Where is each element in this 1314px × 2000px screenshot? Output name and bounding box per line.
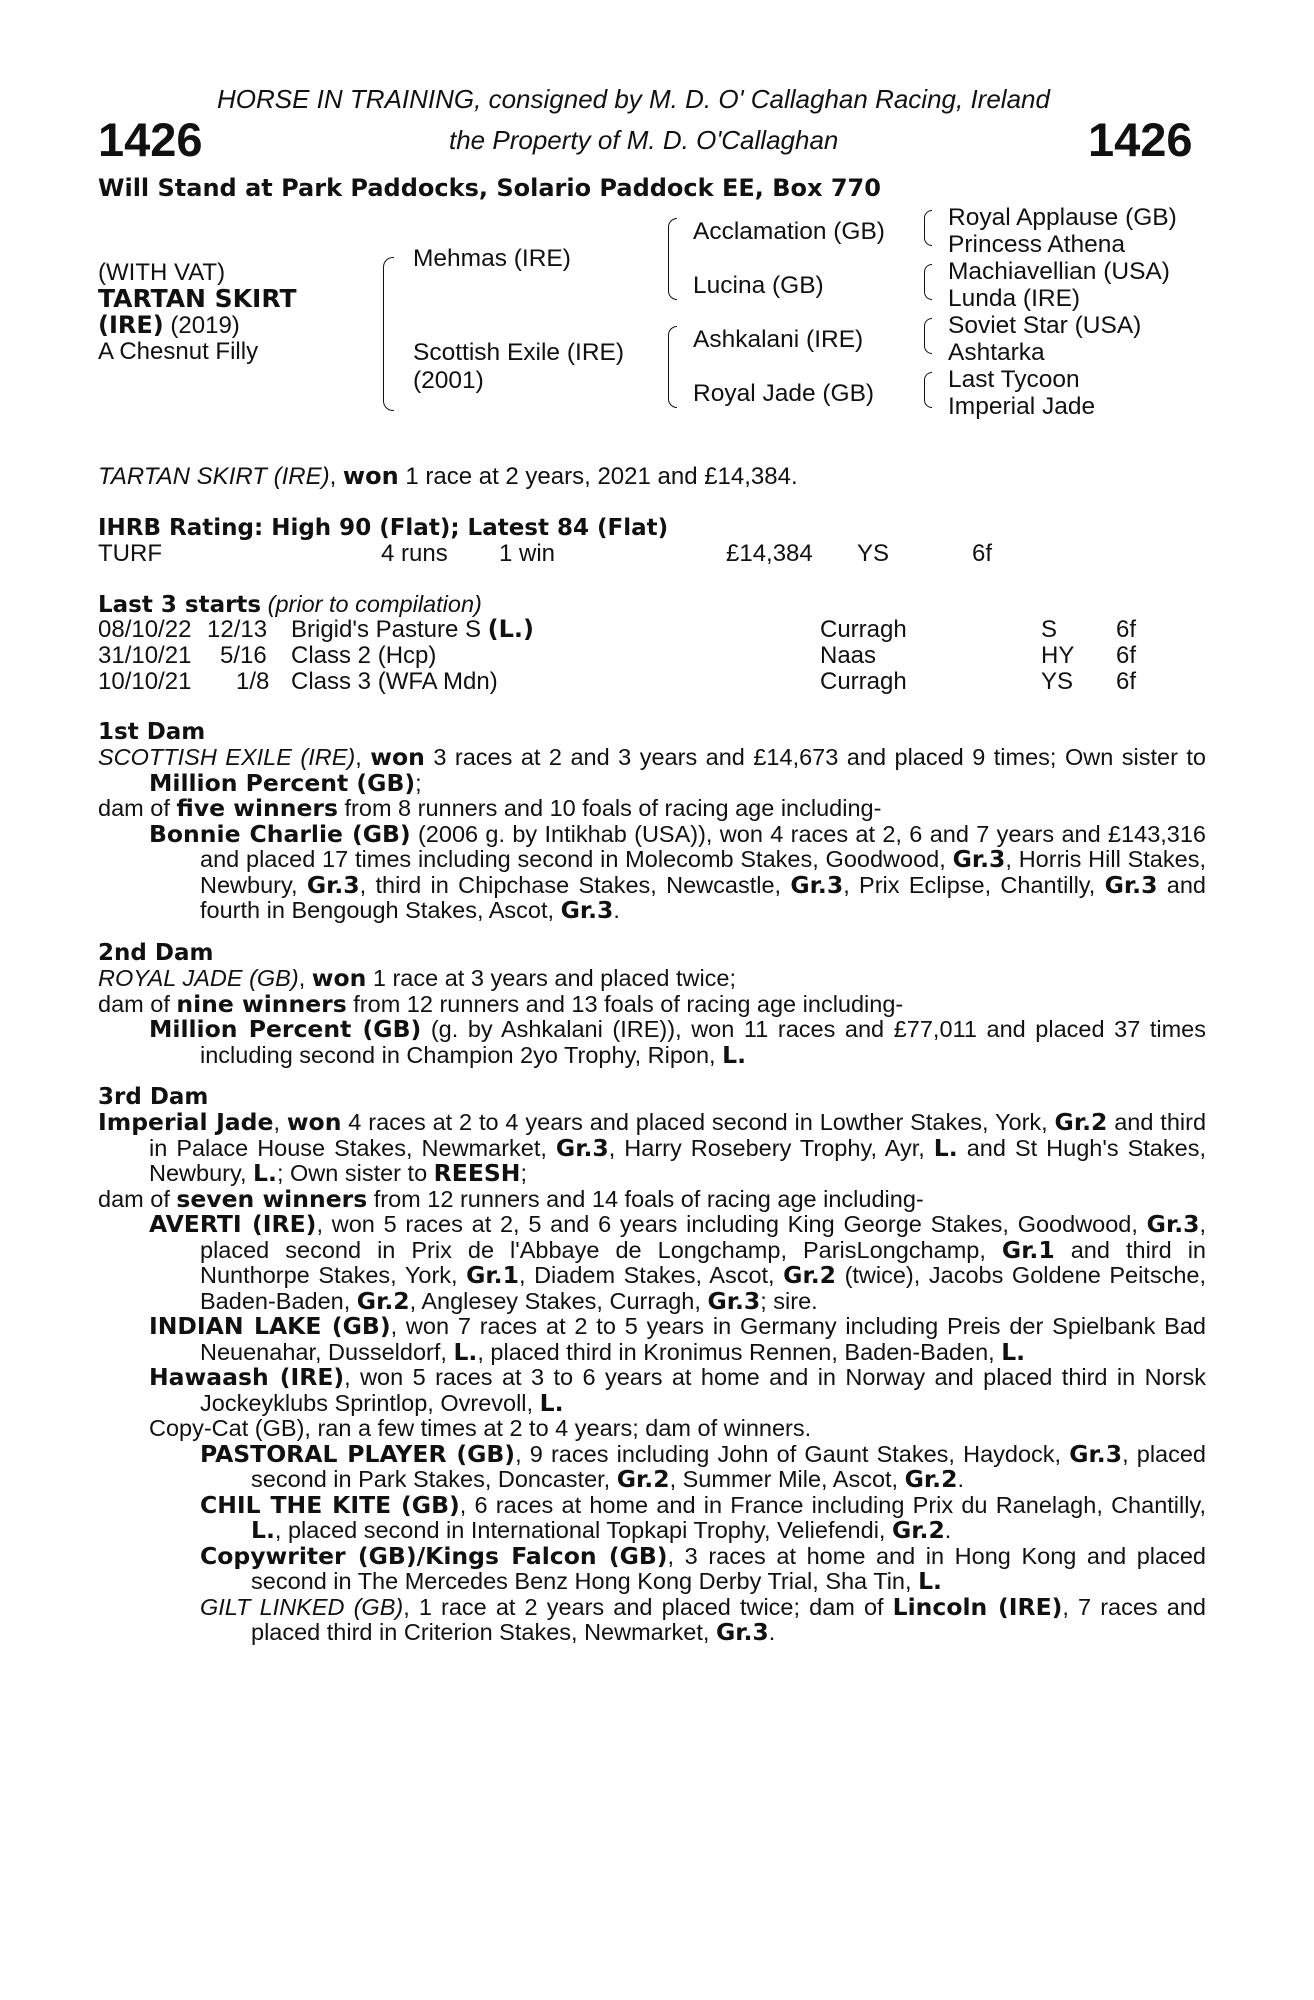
rating-earnings: £14,384 <box>726 540 813 567</box>
vat-note: (WITH VAT) <box>98 259 226 286</box>
rating-surface: TURF <box>98 540 162 567</box>
start-course: Curragh <box>820 616 907 643</box>
pedigree-gg5: Soviet Star (USA) <box>948 312 1142 339</box>
pedigree-gg1: Royal Applause (GB) <box>948 204 1177 231</box>
horse-description: A Chesnut Filly <box>98 338 259 365</box>
pedigree-gg8: Imperial Jade <box>948 393 1096 420</box>
first-dam-title: 1st Dam <box>98 719 206 745</box>
brace-g1 <box>924 210 932 246</box>
header-line-1: HORSE IN TRAINING, consigned by M. D. O' Callaghan Racing, Ireland <box>217 84 1050 114</box>
start-date: 31/10/21 <box>98 642 192 669</box>
granddaughter-foal: GILT LINKED (GB), 1 race at 2 years and placed twice; dam of Lincoln (IRE), 7 races and placed third in Criterion Stakes, Newmarket, Gr.3. <box>200 1592 1206 1646</box>
pedigree-gg4: Lunda (IRE) <box>948 285 1081 312</box>
horse-country-year <box>98 311 240 340</box>
second-dam-foal: Million Percent (GB) (g. by Ashkalani (IRE)), won 11 races and £77,011 and placed 37 times including second in Champion 2yo Trophy, Ripon, L. <box>149 1015 1207 1069</box>
pedigree-dam: Scottish Exile (IRE) <box>413 339 625 366</box>
start-distance: 6f <box>1116 668 1137 695</box>
second-dam-produce: dam of nine winners from 12 runners and 13 foals of racing age including- <box>98 989 904 1018</box>
start-distance: 6f <box>1116 642 1137 669</box>
pedigree-gg7: Last Tycoon <box>948 366 1080 393</box>
start-row <box>0 617 1314 643</box>
horse-year: (2019) <box>170 312 240 339</box>
pedigree-sire-dam: Lucina (GB) <box>693 272 824 299</box>
pedigree-gg3: Machiavellian (USA) <box>948 258 1170 285</box>
first-dam-body <box>98 745 1206 924</box>
third-dam-foal: INDIAN LAKE (GB), won 7 races at 2 to 5 years in Germany including Preis der Spielbank Bad Neuenahar, Dusseldorf, L., placed third in Kronimus Rennen, Baden-Baden, L. <box>149 1312 1206 1366</box>
third-dam-record: Imperial Jade, won 4 races at 2 to 4 years and placed second in Lowther Stakes, York, Gr.2 and third in Palace House Stakes, Newmarket, Gr.3, Harry Rosebery Trophy, Ayr, L. and St Hugh's Stakes, Newbury, L.; Own sister to REESH; <box>98 1108 1207 1187</box>
start-race: Class 2 (Hcp) <box>291 642 437 669</box>
rating-wins: 1 win <box>499 540 556 567</box>
pedigree-dam-year: (2001) <box>413 367 484 394</box>
brace-g2 <box>924 264 932 300</box>
third-dam-foal: Copy-Cat (GB), ran a few times at 2 to 4 years; dam of winners. <box>149 1415 812 1441</box>
brace-sire-line <box>668 218 677 300</box>
start-row <box>0 643 1314 669</box>
start-distance: 6f <box>1116 616 1137 643</box>
granddaughter-foal: PASTORAL PLAYER (GB), 9 races including John of Gaunt Stakes, Haydock, Gr.3, placed second in Park Stakes, Doncaster, Gr.2, Summer Mile, Ascot, Gr.2. <box>200 1439 1207 1493</box>
second-dam-body <box>98 966 1206 1068</box>
start-position: 5/16 <box>220 642 267 669</box>
first-dam-record: SCOTTISH EXILE (IRE), won 3 races at 2 and 3 years and £14,673 and placed 9 times; Own sister to Million Percent (GB); <box>98 743 1206 797</box>
first-dam-produce: dam of five winners from 8 runners and 10 foals of racing age including- <box>98 794 882 822</box>
rating-runs: 4 runs <box>381 540 448 567</box>
last-starts-title: Last 3 starts <box>98 592 262 618</box>
start-race: Class 3 (WFA Mdn) <box>291 668 498 695</box>
race-summary: TARTAN SKIRT (IRE), won 1 race at 2 years, 2021 and £14,384. <box>98 462 798 490</box>
brace-g3 <box>924 318 932 354</box>
third-dam-title: 3rd Dam <box>98 1084 209 1110</box>
third-dam-foal: AVERTI (IRE), won 5 races at 2, 5 and 6 years including King George Stakes, Goodwood, Gr.3, placed second in Prix de l'Abbaye de Longchamp, ParisLongchamp, Gr.1 and third in Nunthorpe Stakes, York, Gr.1, Diadem Stakes, Ascot, Gr.2 (twice), Jacobs Goldene Peitsche, Baden-Baden, Gr.2, Anglesey Stakes, Curragh, Gr.3; sire. <box>149 1210 1207 1315</box>
pedigree-dam-sire: Ashkalani (IRE) <box>693 326 864 353</box>
horse-name: TARTAN SKIRT <box>98 284 297 313</box>
brace-parents <box>383 257 394 411</box>
start-row <box>0 669 1314 695</box>
stand-location: Will Stand at Park Paddocks, Solario Paddock EE, Box 770 <box>98 174 881 202</box>
third-dam-produce: dam of seven winners from 12 runners and 14 foals of racing age including- <box>98 1184 924 1213</box>
last-starts-note: (prior to compilation) <box>267 591 482 617</box>
granddaughter-foal: CHIL THE KITE (GB), 6 races at home and in France including Prix du Ranelagh, Chantilly, L., placed second in International Topkapi Trophy, Veliefendi, Gr.2. <box>200 1490 1206 1544</box>
rating-going: YS <box>857 540 890 567</box>
lot-number-left: 1426 <box>98 113 203 166</box>
horse-country: (IRE) <box>98 311 164 339</box>
start-going: YS <box>1041 668 1074 695</box>
summary-won: won <box>342 462 399 490</box>
start-position: 12/13 <box>207 616 268 643</box>
rating-distance: 6f <box>972 540 993 567</box>
summary-horse-name: TARTAN SKIRT (IRE) <box>98 463 330 490</box>
start-race: Brigid's Pasture S (L.) <box>291 615 535 643</box>
second-dam-record: ROYAL JADE (GB), won 1 race at 3 years and placed twice; <box>98 964 737 992</box>
pedigree-sire-sire: Acclamation (GB) <box>693 218 885 245</box>
second-dam-title: 2nd Dam <box>98 940 214 966</box>
pedigree-dam-dam: Royal Jade (GB) <box>693 380 875 407</box>
header-line-2: the Property of M. D. O'Callaghan <box>449 125 839 155</box>
summary-rest: 1 race at 2 years, 2021 and £14,384. <box>405 463 798 490</box>
start-course: Curragh <box>820 668 907 695</box>
brace-g4 <box>924 372 932 408</box>
pedigree-gg6: Ashtarka <box>948 339 1045 366</box>
granddaughter-foal: Copywriter (GB)/Kings Falcon (GB), 3 races at home and in Hong Kong and placed second in The Mercedes Benz Hong Kong Derby Trial, Sha Tin, L. <box>200 1541 1206 1595</box>
pedigree-gg2: Princess Athena <box>948 231 1126 258</box>
start-date: 10/10/21 <box>98 668 192 695</box>
rating-title: IHRB Rating: High 90 (Flat); Latest 84 (Flat) <box>98 515 669 541</box>
rating-row <box>0 541 1314 567</box>
third-dam-foal: Hawaash (IRE), won 5 races at 3 to 6 years at home and in Norway and placed third in Norsk Jockeyklubs Sprintlop, Ovrevoll, L. <box>149 1363 1206 1417</box>
pedigree-sire: Mehmas (IRE) <box>413 245 571 272</box>
lot-number-right: 1426 <box>1088 113 1193 166</box>
last-starts-heading <box>98 591 482 618</box>
first-dam-foal: Bonnie Charlie (GB) (2006 g. by Intikhab (USA)), won 4 races at 2, 6 and 7 years and £143,316 and placed 17 times including second in Molecomb Stakes, Goodwood, Gr.3, Horris Hill Stakes, Newbury, Gr.3, third in Chipchase Stakes, Newcastle, Gr.3, Prix Eclipse, Chantilly, Gr.3 and fourth in Bengough Stakes, Ascot, Gr.3. <box>149 819 1207 924</box>
start-going: HY <box>1041 642 1075 669</box>
start-going: S <box>1041 616 1058 643</box>
start-course: Naas <box>820 642 877 669</box>
brace-dam-line <box>668 326 677 408</box>
third-dam-body <box>98 1110 1206 1646</box>
start-position: 1/8 <box>236 668 270 695</box>
start-date: 08/10/22 <box>98 616 192 643</box>
